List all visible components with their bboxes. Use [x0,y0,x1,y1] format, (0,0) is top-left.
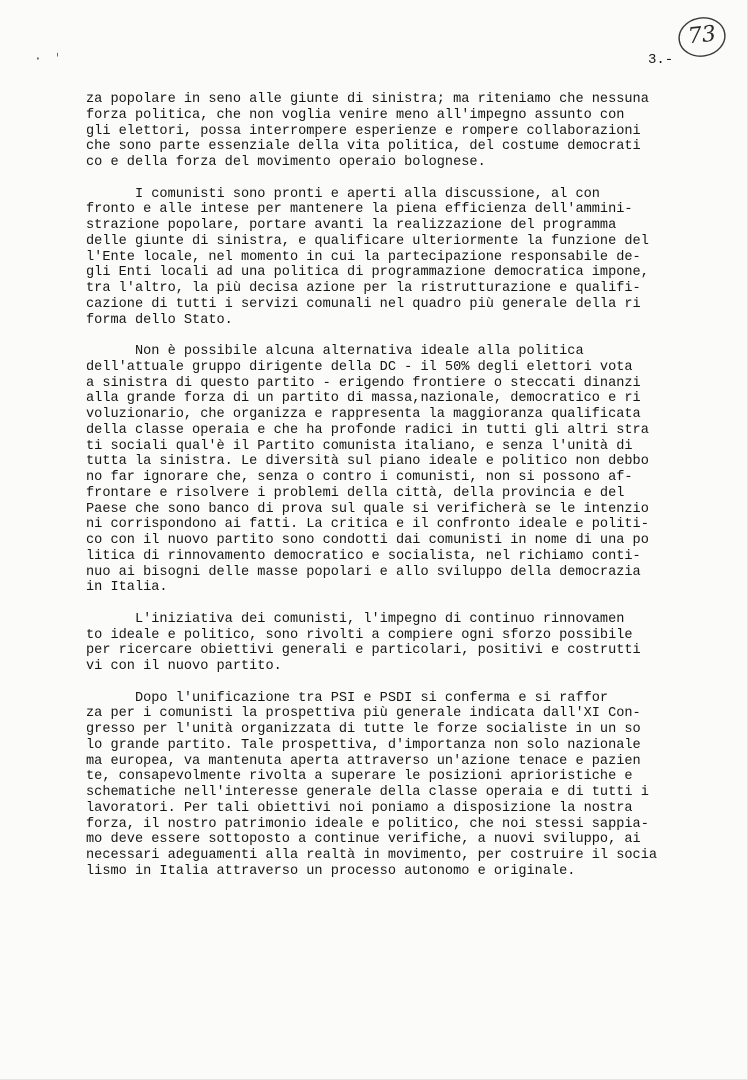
text-line: tra l'altro, la più decisa azione per la ristrutturazione e qualifi- [86,281,641,296]
text-line: to ideale e politico, sono rivolti a compiere ogni sforzo possibile [86,627,633,643]
text-line: ti sociali qual'è il Partito comunista italiano, e senza l'unità di [86,438,633,454]
text-line: mo deve essere sottoposto a continue verifiche, a nuovi sviluppo, ai [86,832,641,848]
text-line: co e della forza del movimento operaio bolognese. [86,155,486,170]
text-line: schematiche nell'interesse generale della classe operaia e di tutti i [86,785,649,800]
text-line: Dopo l'unificazione tra PSI e PSDI si conferma e si raffor [86,690,609,706]
text-line: strazione popolare, portare avanti la realizzazione del programma [86,218,617,233]
text-line: l'Ente locale, nel momento in cui la partecipazione responsabile de- [86,249,641,265]
text-line: alla grande forza di un partito di massa,nazionale, democratico e ri [86,391,641,407]
text-line: in Italia. [86,580,168,596]
text-line: a sinistra di questo partito - erigendo frontiere o steccati dinanzi [86,375,641,391]
text-line: litica di rinnovamento democratico e socialista, nel richiamo conti- [86,548,641,564]
text-line: Paese che sono banco di prova sul quale si verificherà se le intenzio [86,501,649,517]
text-line: fronto e alle intese per mantenere la piena efficienza dell'ammini- [86,202,633,218]
text-line: necessari adeguamenti alla realtà in movimento, per costruire il socia [86,848,658,863]
text-line: lismo in Italia attraverso un processo autonomo e originale. [86,863,576,879]
text-line: co con il nuovo partito sono condotti dai comunisti in nome di una po [86,533,649,548]
text-line: voluzionario, che organizza e rappresenta la maggioranza qualificata [86,407,641,422]
text-line: vi con il nuovo partito. [86,659,282,674]
text-line: lo grande partito. Tale prospettiva, d'importanza non solo nazionale [86,737,641,753]
text-line: no far ignorare che, senza o contro i comunisti, non si possono af- [86,470,633,485]
text-line: ma europea, va mantenuta aperta attraverso un'azione tenace e pazien [86,753,641,769]
text-line: forza, il nostro patrimonio ideale e politico, che noi stessi sappia- [86,816,649,832]
text-line: tutta la sinistra. Le diversità sul piano ideale e politico non debbo [86,454,649,470]
archive-stamp [676,14,728,60]
text-line: za per i comunisti la prospettiva più generale indicata dall'XI Con- [86,706,641,722]
text-line: gli elettori, possa interrompere esperienze e rompere collaborazioni [86,123,641,139]
paragraph [86,612,706,675]
text-line: per ricercare obiettivi generali e particolari, positivi e costrutti [86,643,641,659]
paragraph [86,691,706,880]
text-line: cazione di tutti i servizi comunali nel quadro più generale della ri [86,296,641,312]
text-line: Non è possibile alcuna alternativa ideale alla politica [86,344,584,359]
stamp-number: 73 [686,21,718,50]
text-line: te, consapevolmente rivolta a superare le posizioni aprioristiche e [86,769,633,785]
text-line: della classe operaia e che ha profonde radici in tutti gli altri stra [86,422,649,438]
text-line: dell'attuale gruppo dirigente della DC - il 50% degli elettori vota [86,359,633,375]
text-line: che sono parte essenziale della vita politica, del costume democrati [86,139,641,155]
corner-mark: · ˈ [34,52,64,67]
text-line: nuo ai bisogni delle masse popolari e allo sviluppo della democrazia [86,564,641,580]
paragraph [86,187,706,329]
text-line: gresso per l'unità organizzata di tutte le forze socialiste in un so [86,722,641,737]
text-line: delle giunte di sinistra, e qualificare ulteriormente la funzione del [86,233,649,249]
text-line: lavoratori. Per tali obiettivi noi poniamo a disposizione la nostra [86,800,633,816]
text-line: forza politica, che non voglia venire meno all'impegno assunto con [86,107,625,123]
text-line: forma dello Stato. [86,312,233,328]
paragraph [86,92,706,171]
text-line: L'iniziativa dei comunisti, l'impegno di continuo rinnovamen [86,611,625,627]
text-line: ni corrispondono ai fatti. La critica e il confronto ideale e politi- [86,517,649,533]
page-number: 3.- [648,52,674,68]
text-line: gli Enti locali ad una politica di programmazione democratica impone, [86,265,649,281]
document-body [86,92,706,895]
paragraph [86,344,706,596]
text-line: za popolare in seno alle giunte di sinistra; ma riteniamo che nessuna [86,92,649,107]
text-line: frontare e risolvere i problemi della città, della provincia e del [86,485,625,501]
text-line: I comunisti sono pronti e aperti alla discussione, al con [86,186,600,202]
